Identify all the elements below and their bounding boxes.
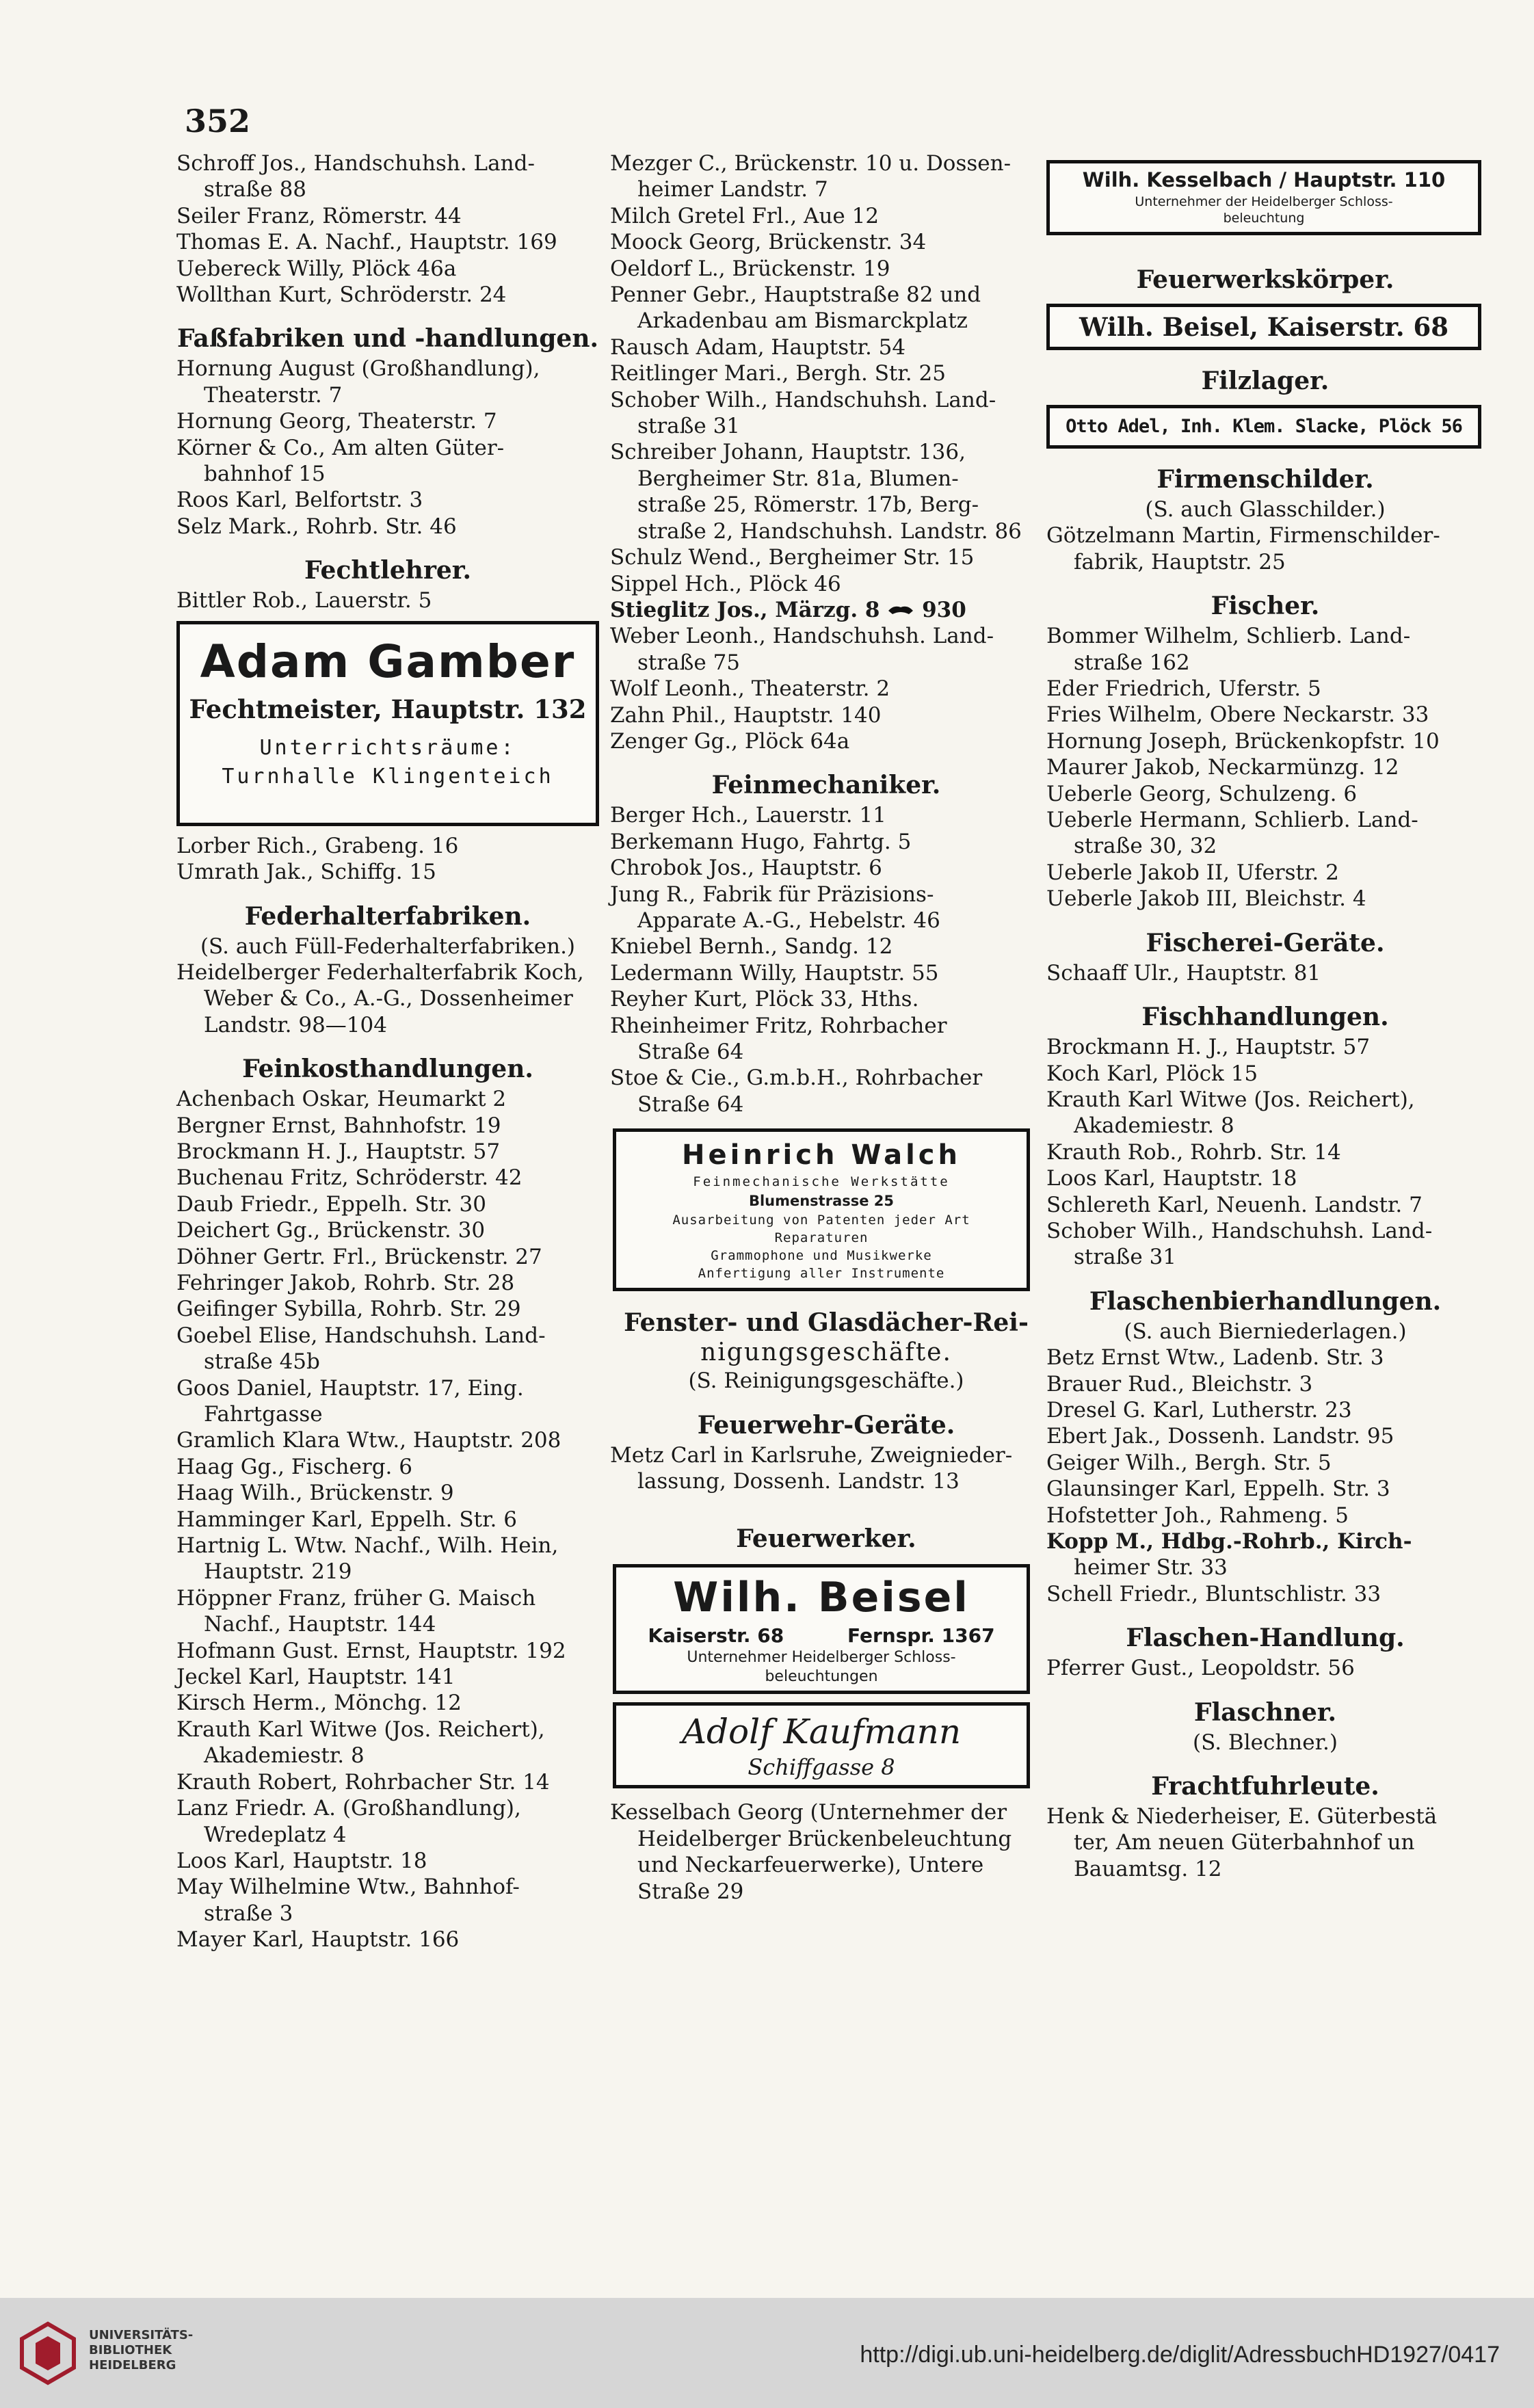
entry-bold <box>610 597 1042 623</box>
entry-cont: ter, Am neuen Güterbahnhof un <box>1074 1830 1415 1855</box>
section-heading: Federhalterfabriken. <box>244 901 531 931</box>
advert-title: Adolf Kaufmann <box>681 1712 962 1752</box>
source-url[interactable]: http://digi.ub.uni-heidelberg.de/diglit/AdressbuchHD1927/0417 <box>860 2342 1500 2368</box>
entry: Berkemann Hugo, Fahrtg. 5 <box>610 829 912 854</box>
entry-cont: Fahrtgasse <box>204 1402 323 1427</box>
entry: Penner Gebr., Hauptstraße 82 und <box>610 282 981 308</box>
see-also: (S. auch Bierniederlagen.) <box>1124 1319 1407 1344</box>
entry: Schober Wilh., Handschuhsh. Land- <box>1046 1218 1433 1243</box>
section-heading: Flaschner. <box>1193 1697 1337 1727</box>
entry-cont: straße 2, Handschuhsh. Landstr. 86 <box>637 518 1022 544</box>
entry-cont: Landstr. 98—104 <box>204 1012 387 1037</box>
entry: Reitlinger Mari., Bergh. Str. 25 <box>610 361 946 386</box>
entry: Deichert Gg., Brückenstr. 30 <box>176 1218 486 1243</box>
entry: Pferrer Gust., Leopoldstr. 56 <box>1046 1656 1355 1681</box>
entry: Stoe & Cie., G.m.b.H., Rohrbacher <box>610 1066 983 1091</box>
section-heading: nigungsgeschäfte. <box>700 1338 952 1367</box>
advert-line <box>616 1624 1027 1648</box>
entry: Brockmann H. J., Hauptstr. 57 <box>1046 1035 1371 1060</box>
entry-cont: straße 3 <box>204 1901 293 1926</box>
entry: Ueberle Georg, Schulzeng. 6 <box>1046 781 1358 806</box>
entry: Ueberle Hermann, Schlierb. Land- <box>1046 808 1418 833</box>
advert-address: Kaiserstr. 68 <box>648 1624 784 1648</box>
entry: Krauth Karl Witwe (Jos. Reichert), <box>1046 1087 1415 1112</box>
section-heading: Flaschenbierhandlungen. <box>1089 1286 1442 1316</box>
entry-cont: Hauptstr. 219 <box>204 1559 352 1585</box>
entry-cont: Arkadenbau am Bismarckplatz <box>637 308 968 334</box>
advert-line: Reparaturen <box>774 1230 869 1246</box>
entry-cont: Weber & Co., A.-G., Dossenheimer <box>204 986 573 1011</box>
advert-line: Schiffgasse 8 <box>748 1754 895 1781</box>
section-heading: Flaschen-Handlung. <box>1126 1624 1405 1653</box>
entry: Umrath Jak., Schiffg. 15 <box>176 860 436 885</box>
entry: Moock Georg, Brückenstr. 34 <box>610 230 927 255</box>
entry: Krauth Karl Witwe (Jos. Reichert), <box>176 1717 545 1742</box>
see-also: (S. auch Füll-Federhalterfabriken.) <box>200 934 576 959</box>
section-heading: Frachtfuhrleute. <box>1151 1772 1379 1801</box>
entry: Betz Ernst Wtw., Ladenb. Str. 3 <box>1046 1345 1384 1371</box>
entry: Haag Wilh., Brückenstr. 9 <box>176 1481 454 1506</box>
entry: Kniebel Bernh., Sandg. 12 <box>610 934 893 960</box>
see-also: (S. Blechner.) <box>1193 1730 1338 1755</box>
library-name-line: UNIVERSITÄTS- <box>89 2328 194 2342</box>
see-also: (S. Reinigungsgeschäfte.) <box>688 1368 964 1394</box>
entry: Bommer Wilhelm, Schlierb. Land- <box>1046 624 1411 649</box>
entry: Körner & Co., Am alten Güter- <box>176 435 505 460</box>
entry: Schreiber Johann, Hauptstr. 136, <box>610 440 966 465</box>
entry: Gramlich Klara Wtw., Hauptstr. 208 <box>176 1428 561 1453</box>
entry: Jeckel Karl, Hauptstr. 141 <box>176 1665 455 1690</box>
entry: Bittler Rob., Lauerstr. 5 <box>176 588 432 613</box>
entry-cont: Wredeplatz 4 <box>204 1822 347 1847</box>
entry: Eder Friedrich, Uferstr. 5 <box>1046 676 1321 702</box>
entry-cont: Akademiestr. 8 <box>1074 1113 1234 1139</box>
entry: Hartnig L. Wtw. Nachf., Wilh. Hein, <box>176 1533 559 1559</box>
column-left <box>176 150 599 1953</box>
entry: Sippel Hch., Plöck 46 <box>610 571 841 596</box>
entry: Dresel G. Karl, Lutherstr. 23 <box>1046 1397 1352 1423</box>
advert-line: Feinmechanische Werkstätte <box>693 1174 950 1190</box>
page-number: 352 <box>185 103 251 140</box>
entry: Haag Gg., Fischerg. 6 <box>176 1454 412 1479</box>
entry-cont: Nachf., Hauptstr. 144 <box>204 1612 436 1637</box>
entry: Krauth Rob., Rohrb. Str. 14 <box>1046 1139 1341 1165</box>
library-name-line: BIBLIOTHEK <box>89 2343 172 2357</box>
entry: Uebereck Willy, Plöck 46a <box>176 256 457 281</box>
entry-cont: Heidelberger Brückenbeleuchtung <box>637 1826 1012 1851</box>
entry: Geifinger Sybilla, Rohrb. Str. 29 <box>176 1297 521 1322</box>
entry: Glaunsinger Karl, Eppelh. Str. 3 <box>1046 1477 1390 1502</box>
entry: Thomas E. A. Nachf., Hauptstr. 169 <box>176 230 557 255</box>
advert-line: Unternehmer Heidelberger Schloss- <box>687 1649 956 1667</box>
entry-cont: fabrik, Hauptstr. 25 <box>1074 549 1286 574</box>
entry: Kesselbach Georg (Unternehmer der <box>610 1800 1007 1825</box>
entry-cont: straße 25, Römerstr. 17b, Berg- <box>637 492 979 518</box>
entry: Zenger Gg., Plöck 64a <box>610 728 850 754</box>
advert-walch <box>613 1128 1030 1291</box>
entry-name: Stieglitz Jos., Märzg. 8 <box>610 597 880 622</box>
library-name-line: HEIDELBERG <box>89 2358 176 2372</box>
advert-beisel <box>613 1564 1030 1694</box>
section-heading: Firmenschilder. <box>1156 465 1374 494</box>
entry: Hornung Joseph, Brückenkopfstr. 10 <box>1046 728 1440 754</box>
entry: Schober Wilh., Handschuhsh. Land- <box>610 387 996 412</box>
entry: Schell Friedr., Bluntschlistr. 33 <box>1046 1581 1381 1606</box>
advert-kaufmann <box>613 1702 1030 1788</box>
entry-cont: Straße 64 <box>637 1040 744 1064</box>
entry: Roos Karl, Belfortstr. 3 <box>176 488 423 513</box>
entry-cont: heimer Landstr. 7 <box>637 177 828 202</box>
entry: Ledermann Willy, Hauptstr. 55 <box>610 960 939 985</box>
advert-line: Turnhalle Klingenteich <box>222 764 554 789</box>
see-also: (S. auch Glasschilder.) <box>1145 497 1386 522</box>
entry-cont: straße 45b <box>204 1349 320 1375</box>
section-heading: Fischhandlungen. <box>1141 1003 1389 1032</box>
entry: Heidelberger Federhalterfabrik Koch, <box>176 960 584 985</box>
entry-cont: straße 31 <box>637 414 741 439</box>
entry: Hamminger Karl, Eppelh. Str. 6 <box>176 1507 517 1532</box>
entry: Ueberle Jakob II, Uferstr. 2 <box>1046 860 1339 885</box>
entry: Geiger Wilh., Bergh. Str. 5 <box>1046 1450 1332 1475</box>
entry: Loos Karl, Hauptstr. 18 <box>176 1848 427 1873</box>
entry: Krauth Robert, Rohrbacher Str. 14 <box>176 1769 550 1795</box>
section-heading: Filzlager. <box>1201 367 1330 395</box>
entry: Kopp M., Hdbg.-Rohrb., Kirch- <box>1046 1529 1412 1554</box>
entry: Kirsch Herm., Mönchg. 12 <box>176 1691 462 1716</box>
entry-cont: straße 31 <box>1074 1245 1177 1270</box>
entry: Hornung August (Großhandlung), <box>176 356 540 382</box>
entry: Fehringer Jakob, Rohrb. Str. 28 <box>176 1270 515 1295</box>
entry: Brauer Rud., Bleichstr. 3 <box>1046 1371 1313 1397</box>
entry-cont: Bergheimer Str. 81a, Blumen- <box>637 466 959 491</box>
entry: Oeldorf L., Brückenstr. 19 <box>610 256 890 281</box>
entry: Maurer Jakob, Neckarmünzg. 12 <box>1046 755 1399 780</box>
entry: Wollthan Kurt, Schröderstr. 24 <box>176 282 507 308</box>
section-heading: Fischer. <box>1211 592 1320 621</box>
entry: Lorber Rich., Grabeng. 16 <box>176 833 459 858</box>
section-heading: Fischerei-Geräte. <box>1146 928 1385 957</box>
entry: Fries Wilhelm, Obere Neckarstr. 33 <box>1046 702 1429 728</box>
entry-cont: Straße 29 <box>637 1879 744 1904</box>
advert-title: Wilh. Beisel, Kaiserstr. 68 <box>1079 312 1449 342</box>
phone-number: 930 <box>922 597 966 622</box>
library-name <box>89 2328 193 2373</box>
entry: Mezger C., Brückenstr. 10 u. Dossen- <box>610 151 1011 176</box>
section-heading: Fenster- und Glasdächer-Rei- <box>624 1308 1029 1338</box>
entry: Daub Friedr., Eppelh. Str. 30 <box>176 1191 486 1217</box>
entry: Chrobok Jos., Hauptstr. 6 <box>610 856 882 881</box>
entry: Ebert Jak., Dossenh. Landstr. 95 <box>1046 1424 1394 1449</box>
entry: Lanz Friedr. A. (Großhandlung), <box>176 1796 521 1821</box>
section-heading: Feuerwehr-Geräte. <box>697 1410 955 1440</box>
entry-cont: Straße 64 <box>637 1091 744 1117</box>
entry: Metz Carl in Karlsruhe, Zweignieder- <box>610 1442 1013 1468</box>
advert-line: Grammophone und Musikwerke <box>711 1248 932 1264</box>
entry: Bergner Ernst, Bahnhofstr. 19 <box>176 1113 501 1138</box>
section-heading: Feuerwerker. <box>736 1524 916 1554</box>
advert-title: Wilh. Kesselbach / Hauptstr. 110 <box>1082 168 1446 191</box>
university-library-logo-icon <box>14 2318 82 2387</box>
entry: Achenbach Oskar, Heumarkt 2 <box>176 1087 507 1112</box>
entry: Schlereth Karl, Neuenh. Landstr. 7 <box>1046 1192 1423 1217</box>
entry-cont: straße 88 <box>204 177 307 202</box>
advert-kesselbach <box>1046 160 1481 235</box>
entry: Weber Leonh., Handschuhsh. Land- <box>610 624 994 649</box>
entry: Hornung Georg, Theaterstr. 7 <box>176 409 497 434</box>
entry-cont: bahnhof 15 <box>204 462 326 487</box>
advert-gamber <box>176 621 599 826</box>
advert-phone: Fernspr. 1367 <box>847 1624 995 1648</box>
entry: Mayer Karl, Hauptstr. 166 <box>176 1927 460 1953</box>
entry-cont: straße 75 <box>637 650 741 675</box>
entry: Berger Hch., Lauerstr. 11 <box>610 803 886 828</box>
entry-cont: Theaterstr. 7 <box>204 382 343 408</box>
entry: Brockmann H. J., Hauptstr. 57 <box>176 1139 501 1164</box>
entry-cont: Akademiestr. 8 <box>204 1743 365 1769</box>
entry: Goebel Elise, Handschuhsh. Land- <box>176 1323 546 1348</box>
entry: Schroff Jos., Handschuhsh. Land- <box>176 151 535 176</box>
entry: Schaaff Ulr., Hauptstr. 81 <box>1046 960 1321 985</box>
entry: Rheinheimer Fritz, Rohrbacher <box>610 1013 947 1038</box>
advert-line: Anfertigung aller Instrumente <box>698 1266 945 1282</box>
advert-line: Unterrichtsräume: <box>259 735 516 760</box>
advert-line: beleuchtung <box>1223 211 1305 226</box>
section-heading: Feinmechaniker. <box>711 771 941 800</box>
entry: Buchenau Fritz, Schröderstr. 42 <box>176 1165 523 1191</box>
column-middle <box>610 150 1042 1905</box>
entry: Loos Karl, Hauptstr. 18 <box>1046 1166 1297 1191</box>
entry: Hofmann Gust. Ernst, Hauptstr. 192 <box>176 1638 566 1663</box>
entry: Seiler Franz, Römerstr. 44 <box>176 203 462 228</box>
advert-title: Adam Gamber <box>200 635 576 688</box>
advert-title: Otto Adel, Inh. Klem. Slacke, Plöck 56 <box>1066 416 1462 437</box>
entry: Wolf Leonh., Theaterstr. 2 <box>610 676 890 702</box>
entry: Milch Gretel Frl., Aue 12 <box>610 203 880 228</box>
entry: Höppner Franz, früher G. Maisch <box>176 1585 536 1611</box>
entry: Reyher Kurt, Plöck 33, Hths. <box>610 987 919 1012</box>
advert-line: beleuchtungen <box>765 1668 878 1686</box>
advert-title: Heinrich Walch <box>682 1139 961 1172</box>
entry-cont: straße 162 <box>1074 650 1190 675</box>
entry-cont: Apparate A.-G., Hebelstr. 46 <box>637 908 940 933</box>
entry-cont: Bauamtsg. 12 <box>1074 1856 1222 1881</box>
entry: Henk & Niederheiser, E. Güterbestä <box>1046 1804 1438 1829</box>
telephone-icon <box>887 605 914 617</box>
advert-wilh-beisel <box>1046 304 1481 350</box>
entry: Jung R., Fabrik für Präzisions- <box>610 882 934 907</box>
section-heading: Feuerwerkskörper. <box>1136 265 1394 294</box>
entry: Rausch Adam, Hauptstr. 54 <box>610 334 906 360</box>
entry-cont: und Neckarfeuerwerke), Untere <box>637 1853 984 1878</box>
column-right <box>1046 150 1484 1882</box>
entry: Schulz Wend., Bergheimer Str. 15 <box>610 545 975 570</box>
advert-line: Fechtmeister, Hauptstr. 132 <box>189 693 587 724</box>
entry: Götzelmann Martin, Firmenschilder- <box>1046 523 1440 548</box>
entry-cont: straße 30, 32 <box>1074 834 1217 859</box>
entry: Goos Daniel, Hauptstr. 17, Eing. <box>176 1375 524 1401</box>
entry: Selz Mark., Rohrb. Str. 46 <box>176 514 457 539</box>
advert-line: Blumenstrasse 25 <box>748 1193 895 1210</box>
entry: Zahn Phil., Hauptstr. 140 <box>610 702 882 728</box>
entry: Hofstetter Joh., Rahmeng. 5 <box>1046 1503 1349 1528</box>
advert-title: Wilh. Beisel <box>673 1574 970 1622</box>
section-heading: Faßfabriken und -handlungen. <box>176 324 599 354</box>
section-heading: Feinkosthandlungen. <box>242 1055 533 1084</box>
footer-bar <box>0 2298 1534 2408</box>
entry-cont: lassung, Dossenh. Landstr. 13 <box>637 1469 960 1494</box>
advert-line: Unternehmer der Heidelberger Schloss- <box>1135 194 1393 209</box>
entry: May Wilhelmine Wtw., Bahnhof- <box>176 1875 520 1900</box>
entry: Döhner Gertr. Frl., Brückenstr. 27 <box>176 1244 542 1269</box>
advert-otto-adel <box>1046 405 1481 449</box>
entry: Ueberle Jakob III, Bleichstr. 4 <box>1046 886 1366 912</box>
entry: Koch Karl, Plöck 15 <box>1046 1061 1258 1086</box>
advert-line: Ausarbeitung von Patenten jeder Art <box>672 1213 970 1228</box>
entry-cont: heimer Str. 33 <box>1074 1555 1228 1580</box>
section-heading: Fechtlehrer. <box>304 556 472 585</box>
